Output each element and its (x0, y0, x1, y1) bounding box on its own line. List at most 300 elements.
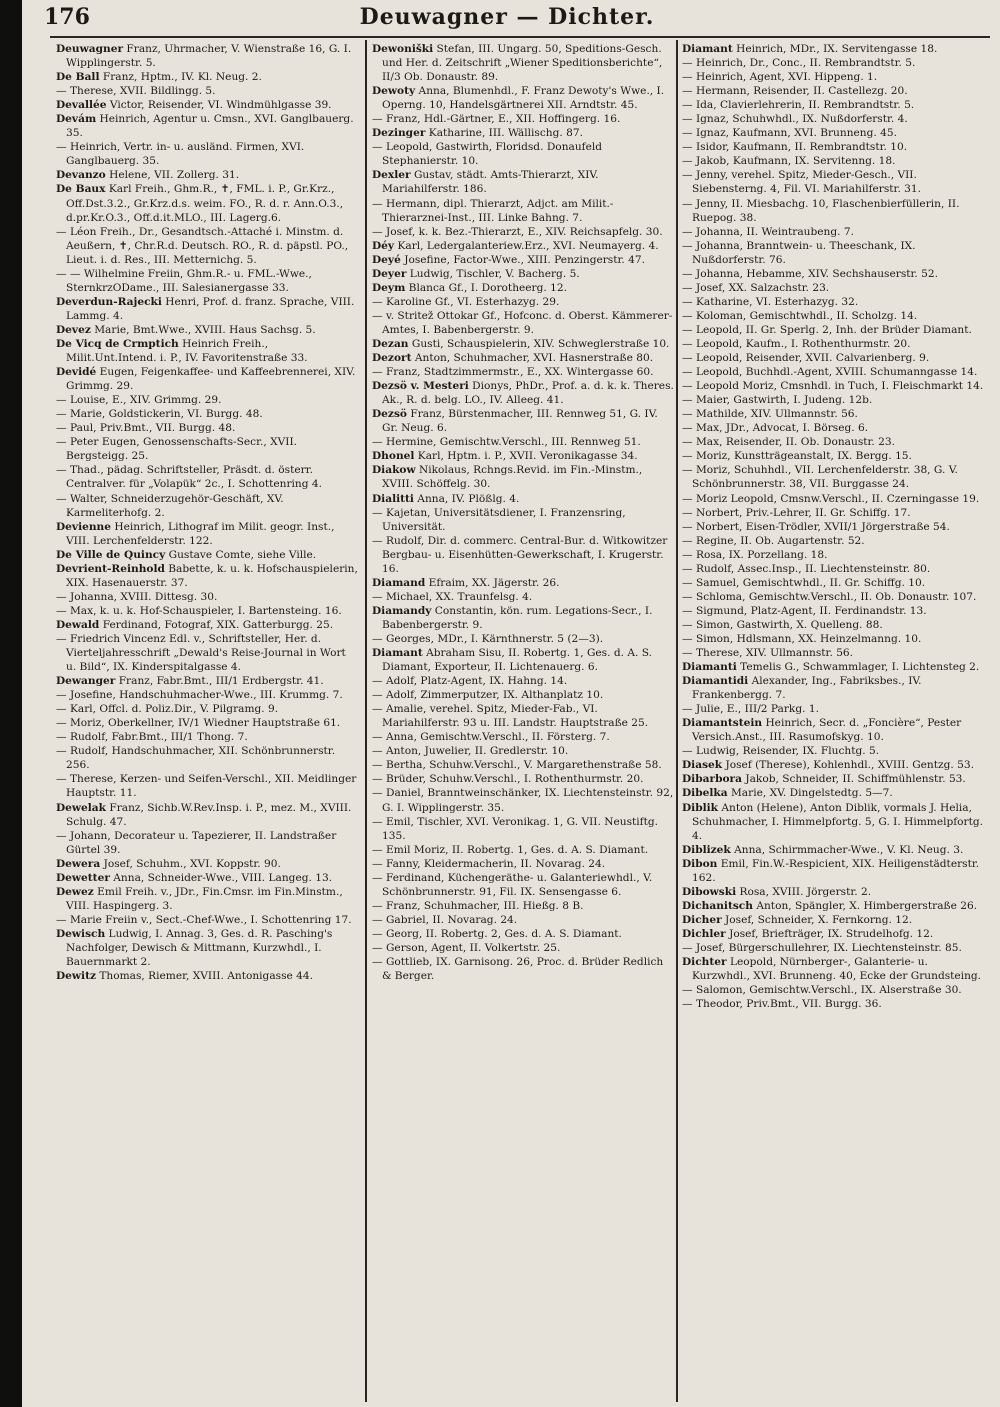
entry-details: Ludwig, Tischler, V. Bacherg. 5. (406, 267, 580, 280)
header-rule (50, 36, 990, 38)
directory-entry (372, 534, 674, 576)
entry-details: — Thad., pädag. Schriftsteller, Präsdt. d. österr. Centralver. für „Volapük“ 2c., I. Schottenring 4. (56, 464, 322, 491)
directory-entry (372, 730, 674, 744)
entry-details: — Hermann, dipl. Thierarzt, Adjct. am Milit.-Thierarznei-Inst., III. Linke Bahng. 7. (372, 197, 614, 224)
entry-details: Franz, Fabr.Bmt., III/1 Erdbergstr. 41. (115, 675, 324, 688)
directory-entry (372, 295, 674, 309)
directory-entry (56, 969, 358, 983)
directory-entry (682, 492, 988, 506)
directory-entry (682, 379, 988, 393)
entry-details: Efraim, XX. Jägerstr. 26. (425, 576, 560, 589)
directory-entry (56, 140, 358, 168)
directory-entry (682, 674, 988, 702)
entry-surname: Diamantstein (682, 717, 763, 730)
entry-details: — Adolf, Platz-Agent, IX. Hahng. 14. (372, 675, 568, 688)
directory-entry (682, 744, 988, 758)
entry-details: Anna, Schneider-Wwe., VIII. Langeg. 13. (109, 871, 333, 884)
entry-surname: Dewetter (56, 871, 110, 884)
directory-entry (682, 463, 988, 491)
directory-entry (56, 295, 358, 323)
entry-surname: Dewald (56, 618, 100, 631)
entry-details: — Leopold, Reisender, XVII. Calvarienberg. 9. (682, 352, 930, 365)
directory-entry (682, 772, 988, 786)
directory-entry (56, 632, 358, 674)
directory-entry (682, 351, 988, 365)
directory-entry (56, 857, 358, 871)
entry-surname: Diamanti (682, 661, 737, 674)
entry-surname: Dewisch (56, 927, 106, 940)
entry-details: — Johanna, XVIII. Dittesg. 30. (56, 590, 218, 603)
entry-details: — Amalie, verehel. Spitz, Mieder-Fab., VI. Mariahilferstr. 93 u. III. Landstr. Hauptstraße 25. (372, 703, 649, 730)
entry-surname: De Baux (56, 183, 106, 196)
entry-surname: Deym (372, 281, 406, 294)
directory-entry (682, 281, 988, 295)
entry-surname: Dezinger (372, 127, 426, 140)
page-title: Deuwagner — Dichter. (359, 4, 655, 30)
entry-surname: Dewelak (56, 801, 107, 814)
directory-entry (372, 857, 674, 871)
directory-entry (682, 941, 988, 955)
entry-details: — v. Stritež Ottokar Gf., Hofconc. d. Oberst. Kämmerer-Amtes, I. Babenbergerstr. 9. (372, 309, 673, 336)
directory-entry (56, 618, 358, 632)
directory-entry (56, 337, 358, 365)
directory-entry (372, 786, 674, 814)
directory-entry (56, 829, 358, 857)
directory-entry (372, 140, 674, 168)
entry-details: — Anton, Juwelier, II. Gredlerstr. 10. (372, 745, 569, 758)
directory-entry (372, 632, 674, 646)
directory-entry (372, 197, 674, 225)
directory-entry (56, 772, 358, 800)
entry-details: — Franz, Stadtzimmermstr., E., XX. Wintergasse 60. (372, 366, 654, 379)
entry-details: — Heinrich, Agent, XVI. Hippeng. 1. (682, 71, 878, 84)
entry-details: Heinrich, Secr. d. „Foncière“, Pester Versich.Anst., III. Rasumofskyg. 10. (692, 717, 962, 744)
entry-details: — Paul, Priv.Bmt., VII. Burgg. 48. (56, 422, 236, 435)
entry-surname: Diamant (372, 647, 423, 660)
directory-entry (372, 253, 674, 267)
directory-entry (372, 337, 674, 351)
directory-entry (682, 98, 988, 112)
entry-surname: Dichler (682, 927, 726, 940)
entry-details: — Moriz, Schuhhdl., VII. Lerchenfelderstr. 38, G. V. Schönbrunnerstr. 38, VII. Burggasse 24. (682, 464, 958, 491)
entry-surname: Diamant (682, 43, 733, 55)
directory-entry (372, 871, 674, 899)
directory-entry (682, 506, 988, 520)
entry-details: — Rudolf, Fabr.Bmt., III/1 Thong. 7. (56, 731, 248, 744)
directory-entry (56, 70, 358, 84)
entry-details: — Heinrich, Vertr. in- u. ausländ. Firmen, XVI. Ganglbauerg. 35. (56, 141, 305, 168)
entry-details: — Karoline Gf., VI. Esterhazyg. 29. (372, 295, 560, 308)
entry-details: — Therese, Kerzen- und Seifen-Verschl., XII. Meidlinger Hauptstr. 11. (56, 773, 357, 800)
entry-details: Leopold, Nürnberger-, Galanterie- u. Kurzwhdl., XVI. Brunneng. 40, Ecke der Grundsteing. (692, 956, 982, 983)
directory-entry (372, 126, 674, 140)
entry-details: — Jenny, II. Miesbachg. 10, Flaschenbierfüllerin, II. Ruepog. 38. (682, 197, 960, 224)
entry-details: — Jakob, Kaufmann, IX. Servitenng. 18. (682, 155, 896, 168)
directory-entry (56, 84, 358, 98)
entry-details: — Ignaz, Schuhwhdl., IX. Nußdorferstr. 4. (682, 113, 908, 126)
directory-entry (682, 421, 988, 435)
directory-entry (682, 983, 988, 997)
directory-entry (682, 323, 988, 337)
entry-details: Josef, Schuhm., XVI. Koppstr. 90. (100, 857, 281, 870)
entry-surname: Deuwagner (56, 43, 124, 55)
entry-details: Gusti, Schauspielerin, XIV. Schweglerstraße 10. (408, 337, 670, 350)
entry-details: — Ida, Clavierlehrerin, II. Rembrandtstr. 5. (682, 99, 915, 112)
directory-entry (682, 562, 988, 576)
directory-entry (682, 449, 988, 463)
entry-details: — Therese, XIV. Ullmannstr. 56. (682, 647, 854, 660)
entry-details: Heinrich, Agentur u. Cmsn., XVI. Ganglbauerg. 35. (66, 113, 354, 140)
entry-details: — Leopold Moriz, Cmsnhdl. in Tuch, I. Fleischmarkt 14. (682, 380, 984, 393)
entry-details: Rosa, XVIII. Jörgerstr. 2. (736, 885, 872, 898)
entry-details: Eugen, Feigenkaffee- und Kaffeebrennerei, XIV. Grimmg. 29. (66, 366, 356, 393)
directory-entry (56, 225, 358, 267)
directory-entry (372, 604, 674, 632)
entry-surname: Dezan (372, 337, 409, 350)
entry-surname: Diamantidi (682, 675, 749, 688)
directory-entry (56, 112, 358, 140)
directory-entry (682, 899, 988, 913)
entry-details: Abraham Sisu, II. Robertg. 1, Ges. d. A. S. Diamant, Exporteur, II. Lichtenauerg. 6. (382, 647, 652, 674)
entry-details: Victor, Reisender, VI. Windmühlgasse 39. (106, 99, 332, 112)
entry-details: — Maier, Gastwirth, I. Judeng. 12b. (682, 394, 873, 407)
directory-entry (372, 843, 674, 857)
directory-entry (372, 688, 674, 702)
directory-entry (372, 112, 674, 126)
directory-entry (682, 548, 988, 562)
directory-entry (682, 154, 988, 168)
entry-details: — Hermann, Reisender, II. Castellezg. 20. (682, 85, 908, 98)
entry-surname: Devám (56, 113, 97, 126)
directory-entry (372, 772, 674, 786)
column-divider (365, 40, 367, 1402)
entry-surname: Dezsö v. Mesteri (372, 380, 469, 393)
entry-details: Jakob, Schneider, II. Schiffmühlenstr. 53. (741, 773, 966, 786)
directory-entry (56, 871, 358, 885)
entry-details: — Josef, k. k. Bez.-Thierarzt, E., XIV. Reichsapfelg. 30. (372, 225, 663, 238)
directory-entry (372, 435, 674, 449)
entry-details: — Adolf, Zimmerputzer, IX. Althanplatz 10. (372, 689, 604, 702)
entry-details: — Sigmund, Platz-Agent, II. Ferdinandstr. 13. (682, 604, 927, 617)
entry-details: — Josef, Bürgerschullehrer, IX. Liechtensteinstr. 85. (682, 942, 962, 954)
column-2 (372, 42, 674, 1400)
entry-surname: Dewez (56, 885, 94, 898)
entry-surname: Diamandy (372, 604, 432, 617)
directory-entry (372, 955, 674, 983)
directory-entry (372, 463, 674, 491)
entry-details: — Johanna, II. Weintraubeng. 7. (682, 225, 854, 238)
directory-entry (56, 590, 358, 604)
entry-surname: Dibelka (682, 787, 728, 800)
directory-entry (56, 365, 358, 393)
directory-entry (682, 576, 988, 590)
entry-details: Josef, Briefträger, IX. Strudelhofg. 12. (725, 927, 934, 940)
directory-entry (372, 576, 674, 590)
entry-details: Karl, Hptm. i. P., XVII. Veronikagasse 34. (414, 450, 638, 463)
entry-details: Temelis G., Schwammlager, I. Lichtensteg 2. (736, 661, 980, 674)
entry-details: — Friedrich Vincenz Edl. v., Schriftsteller, Her. d. Vierteljahresschrift „Dewald's Reise-Journal in Wort u. Bild“, IX. Kinderspitalgasse 4. (56, 632, 346, 674)
directory-entry (682, 295, 988, 309)
entry-details: Nikolaus, Rchngs.Revid. im Fin.-Minstm., XVIII. Schöffelg. 30. (382, 464, 643, 491)
directory-entry (372, 407, 674, 435)
entry-details: — Norbert, Eisen-Trödler, XVII/1 Jörgerstraße 54. (682, 520, 950, 533)
entry-surname: Dewoty (372, 85, 416, 98)
directory-entry (682, 913, 988, 927)
entry-details: — Rudolf, Handschuhmacher, XII. Schönbrunnerstr. 256. (56, 745, 336, 772)
entry-details: Helene, VII. Zollerg. 31. (105, 169, 240, 182)
entry-details: — Leopold, Kaufm., I. Rothenthurmstr. 20. (682, 337, 911, 350)
entry-details: — Heinrich, Dr., Conc., II. Rembrandtstr. 5. (682, 57, 916, 70)
entry-details: — Leopold, Gastwirth, Floridsd. Donaufeld Stephanierstr. 10. (372, 141, 603, 168)
directory-entry (56, 267, 358, 295)
entry-details: — Max, k. u. k. Hof-Schauspieler, I. Bartensteing. 16. (56, 604, 342, 617)
directory-entry (682, 786, 988, 800)
directory-entry (372, 225, 674, 239)
directory-entry (56, 182, 358, 224)
entry-details: — Rudolf, Assec.Insp., II. Liechtensteinstr. 80. (682, 562, 931, 575)
page-header (32, 2, 982, 36)
entry-details: — Michael, XX. Traunfelsg. 4. (372, 590, 533, 603)
directory-entry (682, 393, 988, 407)
entry-details: Emil Freih. v., JDr., Fin.Cmsr. im Fin.Minstm., VIII. Haspingerg. 3. (66, 885, 343, 912)
entry-details: Babette, k. u. k. Hofschauspielerin, XIX. Hasenauerstr. 37. (66, 562, 358, 589)
entry-details: Anton (Helene), Anton Diblik, vormals J. Helia, Schuhmacher, I. Himmelpfortg. 5, G. I. Himmelpfortg. 4. (692, 801, 984, 842)
entry-details: Franz, Sichb.W.Rev.Insp. i. P., mez. M., XVIII. Schulg. 47. (66, 801, 352, 828)
directory-entry (682, 267, 988, 281)
directory-entry (56, 492, 358, 520)
entry-surname: De Ville de Quincy (56, 548, 166, 561)
entry-details: — — Wilhelmine Freiin, Ghm.R.- u. FML.-Wwe., SternkrzODame., III. Salesianergasse 33. (56, 267, 312, 294)
entry-details: Marie, XV. Dingelstedtg. 5—7. (727, 787, 893, 800)
directory-entry (682, 239, 988, 267)
entry-details: Katharine, III. Wällischg. 87. (425, 127, 583, 140)
directory-entry (56, 801, 358, 829)
entry-details: Heinrich, Lithograf im Milit. geogr. Inst., VIII. Lerchenfelderstr. 122. (66, 520, 335, 547)
directory-entry (56, 98, 358, 112)
directory-entry (682, 801, 988, 843)
entry-details: Anton, Schuhmacher, XVI. Hasnerstraße 80. (411, 352, 654, 365)
column-3 (682, 42, 988, 1400)
entry-details: — Moriz Leopold, Cmsnw.Verschl., II. Czerningasse 19. (682, 492, 980, 505)
entry-details: — Georges, MDr., I. Kärnthnerstr. 5 (2—3). (372, 632, 604, 645)
entry-details: — Julie, E., III/2 Parkg. 1. (682, 703, 819, 716)
entry-details: — Max, JDr., Advocat, I. Börseg. 6. (682, 422, 869, 435)
entry-surname: Diakow (372, 464, 416, 477)
directory-entry (56, 913, 358, 927)
entry-surname: Dichter (682, 956, 727, 969)
directory-entry (682, 337, 988, 351)
directory-entry (682, 309, 988, 323)
entry-details: — Leopold, Buchhdl.-Agent, XVIII. Schumanngasse 14. (682, 366, 978, 379)
entry-details: — Bertha, Schuhw.Verschl., V. Margarethenstraße 58. (372, 759, 662, 772)
entry-details: — Leopold, II. Gr. Sperlg. 2, Inh. der Brüder Diamant. (682, 323, 972, 336)
directory-entry (372, 758, 674, 772)
entry-details: — Gerson, Agent, II. Volkertstr. 25. (372, 942, 561, 954)
entry-surname: Devrient-Reinhold (56, 562, 165, 575)
entry-surname: Dewera (56, 857, 101, 870)
directory-entry (56, 520, 358, 548)
entry-details: Dionys, PhDr., Prof. a. d. k. k. Theres. Ak., R. d. belg. LO., IV. Alleeg. 41. (382, 380, 674, 407)
entry-surname: Dhonel (372, 450, 415, 463)
entry-details: Ludwig, I. Annag. 3, Ges. d. R. Pasching's Nachfolger, Dewisch & Mittmann, Kurzwhdl., I. Bauernmarkt 2. (66, 927, 333, 969)
entry-details: — Mathilde, XIV. Ullmannstr. 56. (682, 408, 858, 421)
entry-details: Constantin, kön. rum. Legations-Secr., I. Babenbergerstr. 9. (382, 604, 653, 631)
entry-details: Josef (Therese), Kohlenhdl., XVIII. Gentzg. 53. (722, 759, 974, 772)
entry-details: — Moriz, Kunstträgeanstalt, IX. Bergg. 15. (682, 450, 912, 463)
entry-details: — Léon Freih., Dr., Gesandtsch.-Attaché i. Minstm. d. Aeußern, ✝, Chr.R.d. Deutsch. RO., R. d. päpstl. PO., Lieut. i. d. Res., III. Metternichg. 5. (56, 225, 349, 266)
directory-entry (682, 702, 988, 716)
entry-details: — Walter, Schneiderzugehör-Geschäft, XV. Karmeliterhofg. 2. (56, 492, 284, 519)
entry-details: — Brüder, Schuhw.Verschl., I. Rothenthurmstr. 20. (372, 773, 644, 786)
entry-details: — Marie, Goldstickerin, VI. Burgg. 48. (56, 408, 263, 421)
entry-details: — Max, Reisender, II. Ob. Donaustr. 23. (682, 436, 895, 449)
directory-entry (372, 941, 674, 955)
entry-details: Thomas, Riemer, XVIII. Antonigasse 44. (95, 970, 313, 983)
entry-details: — Marie Freiin v., Sect.-Chef-Wwe., I. Schottenring 17. (56, 913, 352, 926)
directory-entry (682, 42, 988, 56)
entry-surname: Diblik (682, 801, 719, 814)
directory-page (22, 0, 1000, 1407)
entry-details: — Franz, Hdl.-Gärtner, E., XII. Hoffingerg. 16. (372, 113, 621, 126)
directory-entry (56, 168, 358, 182)
directory-entry (682, 112, 988, 126)
entry-surname: Dialitti (372, 492, 414, 505)
directory-entry (682, 843, 988, 857)
entry-details: Franz, Bürstenmacher, III. Rennweg 51, G. IV. Gr. Neug. 6. (382, 408, 658, 435)
entry-surname: Dezsö (372, 408, 407, 421)
entry-details: — Emil Moriz, II. Robertg. 1, Ges. d. A. S. Diamant. (372, 843, 649, 856)
directory-entry (682, 618, 988, 632)
entry-surname: Devienne (56, 520, 111, 533)
entry-surname: Devallée (56, 99, 107, 112)
directory-entry (56, 562, 358, 590)
directory-entry (56, 688, 358, 702)
entry-surname: Dewitz (56, 970, 96, 983)
entry-surname: Deyé (372, 253, 401, 266)
entry-details: — Norbert, Priv.-Lehrer, II. Gr. Schiffg. 17. (682, 506, 911, 519)
directory-entry (682, 407, 988, 421)
entry-surname: Dibarbora (682, 773, 742, 786)
directory-entry (682, 955, 988, 983)
directory-entry (56, 435, 358, 463)
column-divider (676, 40, 678, 1402)
directory-entry (372, 590, 674, 604)
entry-details: — Ludwig, Reisender, IX. Fluchtg. 5. (682, 745, 880, 758)
directory-entry (372, 899, 674, 913)
entry-details: — Isidor, Kaufmann, II. Rembrandtstr. 10. (682, 141, 908, 154)
entry-details: — Ignaz, Kaufmann, XVI. Brunneng. 45. (682, 127, 897, 140)
entry-details: — Rosa, IX. Porzellang. 18. (682, 548, 828, 561)
directory-entry (372, 449, 674, 463)
directory-entry (56, 393, 358, 407)
entry-details: — Moriz, Oberkellner, IV/1 Wiedner Hauptstraße 61. (56, 717, 341, 730)
entry-details: Karl Freih., Ghm.R., ✝, FML. i. P., Gr.Krz., Off.Dst.3.2., Gr.Krz.d.s. weim. FO., R. d. r. Ann.O.3., d.pr.Kr.O.3., Off.d.it.MLO., III. Lagerg.6. (66, 183, 344, 224)
entry-surname: Dibowski (682, 885, 737, 898)
entry-surname: Diblizek (682, 843, 731, 856)
directory-entry (56, 927, 358, 969)
directory-entry (56, 885, 358, 913)
entry-details: — Therese, XVII. Bildlingg. 5. (56, 85, 216, 98)
directory-entry (372, 267, 674, 281)
entry-details: — Jenny, verehel. Spitz, Mieder-Gesch., VII. Siebensterng. 4, Fil. VI. Mariahilferstr. 31. (682, 169, 922, 196)
entry-details: — Regine, II. Ob. Augartenstr. 52. (682, 534, 865, 547)
directory-entry (372, 492, 674, 506)
entry-details: — Louise, E., XIV. Grimmg. 29. (56, 394, 222, 407)
entry-details: Franz, Uhrmacher, V. Wienstraße 16, G. I. Wipplingerstr. 5. (66, 43, 352, 70)
directory-entry (56, 744, 358, 772)
entry-details: Marie, Bmt.Wwe., XVIII. Haus Sachsg. 5. (90, 323, 316, 336)
entry-surname: Diamand (372, 576, 426, 589)
entry-details: Stefan, III. Ungarg. 50, Speditions-Gesch. und Her. d. Zeitschrift „Wiener Speditionsberichte“, II/3 Ob. Donaustr. 89. (382, 43, 663, 84)
directory-entry (682, 435, 988, 449)
directory-entry (372, 674, 674, 688)
directory-entry (56, 674, 358, 688)
directory-entry (372, 913, 674, 927)
directory-entry (682, 70, 988, 84)
entry-details: — Kajetan, Universitätsdiener, I. Franzensring, Universität. (372, 506, 626, 533)
entry-details: Ferdinand, Fotograf, XIX. Gatterburgg. 25. (99, 618, 334, 631)
directory-entry (372, 646, 674, 674)
entry-details: — Daniel, Branntweinschänker, IX. Liechtensteinstr. 92, G. I. Wipplingerstr. 35. (372, 787, 674, 814)
directory-entry (682, 646, 988, 660)
directory-entry (56, 463, 358, 491)
entry-details: — Gottlieb, IX. Garnisong. 26, Proc. d. Brüder Redlich & Berger. (372, 956, 664, 983)
entry-details: — Karl, Offcl. d. Poliz.Dir., V. Pilgramg. 9. (56, 703, 279, 716)
directory-entry (372, 239, 674, 253)
directory-entry (56, 730, 358, 744)
directory-entry (682, 140, 988, 154)
page-number: 176 (44, 4, 90, 30)
directory-entry (56, 702, 358, 716)
directory-entry (372, 351, 674, 365)
directory-entry (56, 323, 358, 337)
directory-entry (56, 604, 358, 618)
entry-surname: Deyer (372, 267, 407, 280)
entry-surname: De Vicq de Crmptich (56, 337, 179, 350)
entry-details: — Katharine, VI. Esterhazyg. 32. (682, 295, 859, 308)
entry-surname: Dexler (372, 169, 411, 182)
entry-surname: Devanzo (56, 169, 106, 182)
entry-details: Emil, Fin.W.-Respicient, XIX. Heiligenstädterstr. 162. (692, 857, 980, 884)
entry-details: Anna, IV. Plößlg. 4. (413, 492, 520, 505)
entry-details: — Fanny, Kleidermacherin, II. Novarag. 24. (372, 857, 606, 870)
entry-details: — Theodor, Priv.Bmt., VII. Burgg. 36. (682, 998, 882, 1011)
entry-details: — Koloman, Gemischtwhdl., II. Scholzg. 14. (682, 309, 918, 322)
directory-entry (372, 702, 674, 730)
directory-entry (372, 281, 674, 295)
directory-entry (372, 365, 674, 379)
directory-entry (372, 506, 674, 534)
entry-details: Heinrich Freih., Milit.Unt.Intend. i. P., IV. Favoritenstraße 33. (66, 337, 308, 365)
entry-surname: Dewanger (56, 675, 116, 688)
entry-surname: Déy (372, 239, 395, 252)
entry-details: — Salomon, Gemischtw.Verschl., IX. Alserstraße 30. (682, 984, 962, 997)
directory-entry (682, 758, 988, 772)
directory-entry (56, 407, 358, 421)
directory-entry (682, 660, 988, 674)
directory-entry (682, 885, 988, 899)
entry-details: Henri, Prof. d. franz. Sprache, VIII. Lammg. 4. (66, 295, 355, 322)
entry-details: — Franz, Schuhmacher, III. Hießg. 8 B. (372, 899, 584, 912)
entry-details: Anna, Schirmmacher-Wwe., V. Kl. Neug. 3. (730, 843, 964, 856)
entry-surname: Dicher (682, 913, 722, 926)
entry-details: Karl, Ledergalanteriew.Erz., XVI. Neumayerg. 4. (394, 239, 659, 252)
entry-details: — Georg, II. Robertg. 2, Ges. d. A. S. Diamant. (372, 927, 622, 940)
entry-details: Franz, Hptm., IV. Kl. Neug. 2. (99, 71, 262, 84)
directory-entry (56, 42, 358, 70)
directory-entry (56, 548, 358, 562)
entry-details: — Johanna, Hebamme, XIV. Sechshauserstr. 52. (682, 267, 939, 280)
